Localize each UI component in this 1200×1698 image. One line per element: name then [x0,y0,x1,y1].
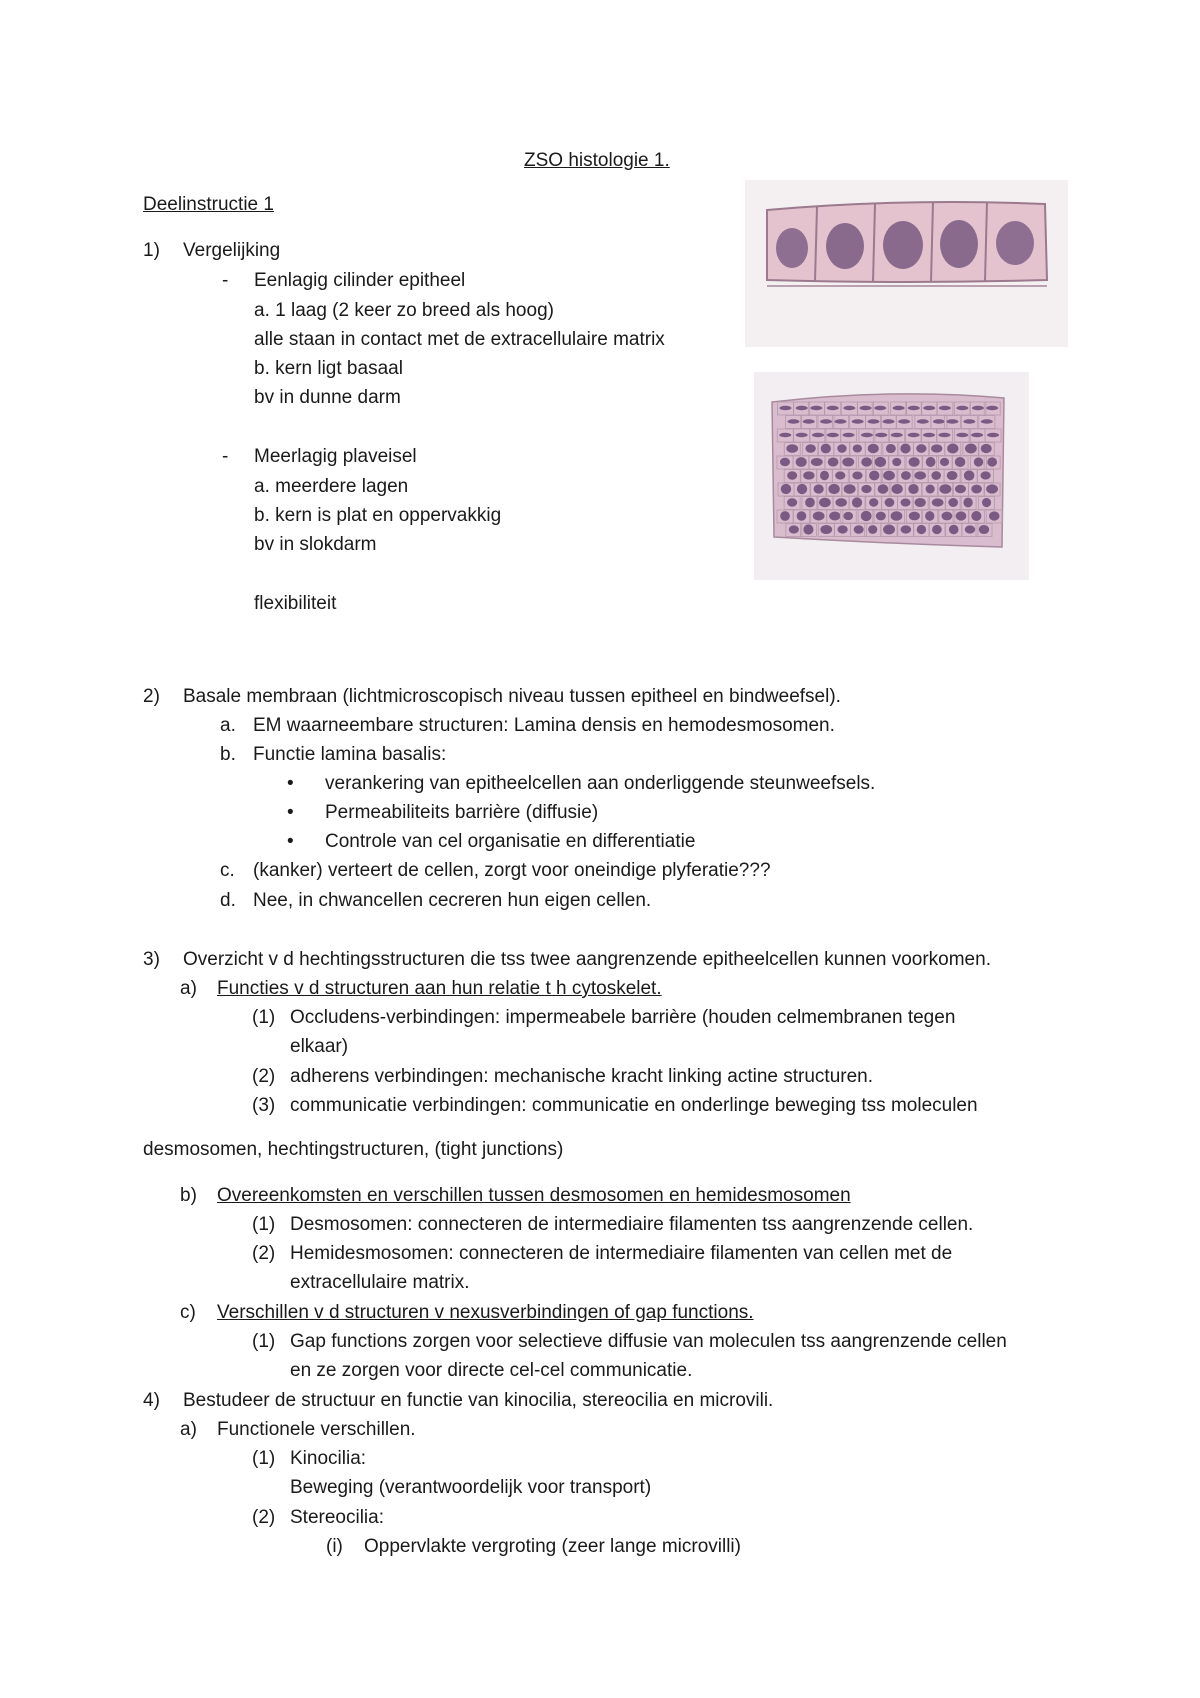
list-item: Gap functions zorgen voor selectieve diffusie van moleculen tss aangrenzende cellen [290,1331,1007,1352]
bullet-item: verankering van epitheelcellen aan onderliggende steunweefsels. [325,773,876,794]
note-line: desmosomen, hechtingstructuren, (tight junctions) [143,1139,564,1160]
list-marker: b. [220,744,236,765]
section-2-heading: Basale membraan (lichtmicroscopisch niveau tussen epitheel en bindweefsel). [183,686,841,707]
list-marker: (1) [252,1448,276,1469]
bullet-item: Controle van cel organisatie en differentiatie [325,831,696,852]
list-item: (kanker) verteert de cellen, zorgt voor oneindige plyferatie??? [253,860,771,881]
list-item: Functie lamina basalis: [253,744,447,765]
subsection-heading: Functionele verschillen. [217,1419,416,1440]
list-item-continuation: Beweging (verantwoordelijk voor transport) [290,1477,652,1498]
list-item: adherens verbindingen: mechanische kracht linking actine structuren. [290,1066,873,1087]
item-line: b. kern is plat en oppervakkig [254,505,502,526]
list-item: Desmosomen: connecteren de intermediaire filamenten tss aangrenzende cellen. [290,1214,974,1235]
list-marker: a) [180,1419,197,1440]
list-item: Hemidesmosomen: connecteren de intermediaire filamenten van cellen met de [290,1243,953,1264]
list-item-continuation: extracellulaire matrix. [290,1272,470,1293]
section-4-number: 4) [143,1390,160,1411]
section-1-number: 1) [143,240,160,261]
item-line: bv in dunne darm [254,387,401,408]
bullet-item: Permeabiliteits barrière (diffusie) [325,802,599,823]
list-item: Stereocilia: [290,1507,384,1528]
bullet-icon: • [287,773,294,794]
list-item: Occludens-verbindingen: impermeabele barrière (houden celmembranen tegen [290,1007,956,1028]
section-3-heading: Overzicht v d hechtingsstructuren die tss twee aangrenzende epitheelcellen kunnen voorkomen. [183,949,991,970]
list-marker: (2) [252,1066,276,1087]
page-title: ZSO histologie 1. [524,150,670,171]
bullet-icon: • [287,802,294,823]
columnar-epithelium-image [745,180,1068,347]
list-item-continuation: elkaar) [290,1036,349,1057]
list-marker: (i) [326,1536,343,1557]
list-marker: c) [180,1302,196,1323]
list-item: communicatie verbindingen: communicatie en onderlinge beweging tss moleculen [290,1095,978,1116]
list-marker: (1) [252,1214,276,1235]
list-marker: (3) [252,1095,276,1116]
item-line: bv in slokdarm [254,534,377,555]
bullet-icon: • [287,831,294,852]
item-dash: - [222,270,229,291]
section-2-number: 2) [143,686,160,707]
item-line: a. meerdere lagen [254,476,409,497]
list-item: EM waarneembare structuren: Lamina densis en hemodesmosomen. [253,715,835,736]
section-1-heading: Vergelijking [183,240,281,261]
section-3-number: 3) [143,949,160,970]
list-marker: (2) [252,1243,276,1264]
item-dash: - [222,446,229,467]
list-marker: (2) [252,1507,276,1528]
section-4-heading: Bestudeer de structuur en functie van kinocilia, stereocilia en microvili. [183,1390,774,1411]
list-marker: (1) [252,1007,276,1028]
list-marker: (1) [252,1331,276,1352]
item-label: Meerlagig plaveisel [254,446,417,467]
item-label: Eenlagig cilinder epitheel [254,270,466,291]
list-item: Nee, in chwancellen cecreren hun eigen cellen. [253,890,652,911]
item-line: alle staan in contact met de extracellulaire matrix [254,329,665,350]
list-marker: c. [220,860,235,881]
list-marker: a) [180,978,197,999]
stratified-squamous-image [754,372,1029,580]
item-line: a. 1 laag (2 keer zo breed als hoog) [254,300,554,321]
list-marker: b) [180,1185,197,1206]
subheading: Deelinstructie 1 [143,194,274,215]
subsection-heading: Functies v d structuren aan hun relatie t h cytoskelet. [217,978,662,999]
item-line: flexibiliteit [254,593,337,614]
subsection-heading: Verschillen v d structuren v nexusverbindingen of gap functions. [217,1302,754,1323]
list-item-continuation: en ze zorgen voor directe cel-cel communicatie. [290,1360,693,1381]
subsection-heading: Overeenkomsten en verschillen tussen desmosomen en hemidesmosomen [217,1185,851,1206]
list-item: Oppervlakte vergroting (zeer lange microvilli) [364,1536,741,1557]
list-marker: d. [220,890,236,911]
list-marker: a. [220,715,236,736]
item-line: b. kern ligt basaal [254,358,403,379]
list-item: Kinocilia: [290,1448,367,1469]
